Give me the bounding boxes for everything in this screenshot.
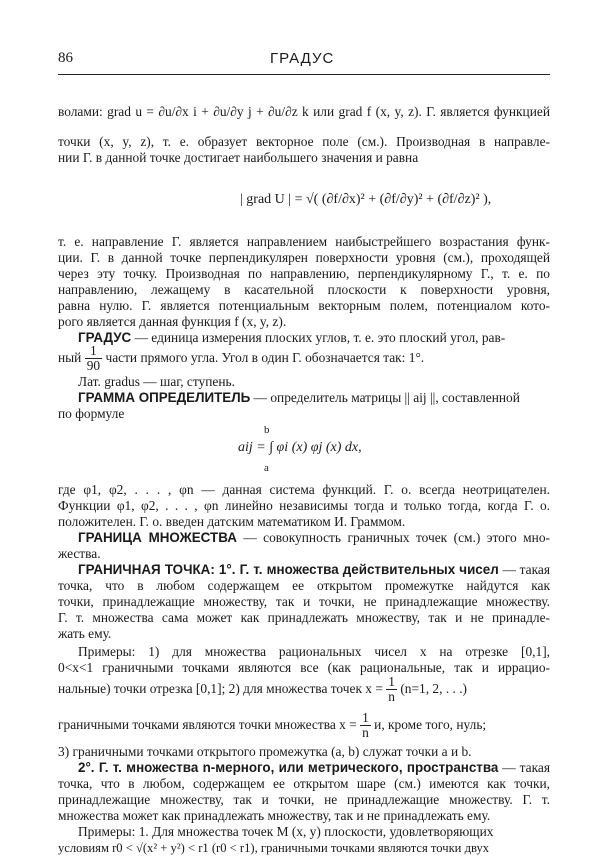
text-line: положителен. Г. о. введен датским математиком И. Граммом. <box>58 514 406 529</box>
gram-formula: aij = ∫ φi (x) φj (x) dx, <box>238 440 362 455</box>
text-line: где φ1, φ2, . . . , φn — данная система функций. Г. о. всегда неотрицателен. <box>58 482 550 497</box>
text-line <box>58 341 550 375</box>
text-line: точка, что в любом содержащем ее открытом промежутке найдутся как <box>58 578 550 593</box>
fraction-denominator: n <box>362 725 369 741</box>
fraction-numerator: 1 <box>85 344 102 359</box>
fraction-numerator: 1 <box>362 710 369 726</box>
text-line: точки, принадлежащие множеству, так и точки, не принадлежащие множеству. <box>58 594 550 609</box>
entry-term: ГРАДУС <box>78 330 132 345</box>
text-line: нии Г. в данной точке достигает наибольшего значения и равна <box>58 150 419 165</box>
entry-boundary-point-2 <box>78 760 550 776</box>
text-span: ный <box>58 350 82 365</box>
text-line: т. е. направление Г. является направлением наибыстрейшего возрастания функ- <box>58 234 550 249</box>
text-line: жать ему. <box>58 626 112 641</box>
text-span: граничными точками являются точки множества x = <box>58 717 357 732</box>
text-span: — совокупность граничных точек (см.) этого мно- <box>236 530 550 545</box>
gradient-magnitude-formula: | grad U | = √( (∂f/∂x)² + (∂f/∂y)² + (∂f/∂z)² ), <box>240 192 492 207</box>
fraction-denominator: n <box>388 689 395 705</box>
fraction-numerator: 1 <box>388 674 395 690</box>
text-span: — определитель матрицы || aij ||, составленной <box>250 390 520 405</box>
text-line: условиям r0 < √(x² + y²) < r1 (r0 < r1), граничными точками являются точки двух <box>58 841 490 855</box>
text-span: части прямого угла. Угол в один Г. обозначается так: 1°. <box>105 350 425 365</box>
text-line: множества может как принадлежать множеству, так и не принадлежать ему. <box>58 808 491 823</box>
text-line <box>58 672 550 706</box>
fraction-denominator: 90 <box>86 358 101 374</box>
text-span: и, кроме того, нуль; <box>374 717 487 732</box>
entry-term: ГРАММА ОПРЕДЕЛИТЕЛЬ <box>78 390 251 405</box>
text-line: ции. Г. в данной точке перпендикулярен поверхности уровня (см.), проходящей <box>58 250 550 265</box>
text-line: Примеры: 1) для множества рациональных чисел x на отрезке [0,1], <box>78 644 550 659</box>
text-span: (n=1, 2, . . .) <box>400 681 468 696</box>
text-line: Лат. gradus — шаг, ступень. <box>78 374 235 389</box>
text-line <box>58 708 550 742</box>
page-number: 86 <box>58 50 73 66</box>
text-line: равна нулю. Г. является потенциальным векторным полем, потенциалом кото- <box>58 298 550 313</box>
text-span: — такая <box>498 760 551 775</box>
text-span: — такая <box>498 562 550 577</box>
entry-boundary-point <box>78 562 550 578</box>
text-line: волами: grad u = ∂u/∂x i + ∂u/∂y j + ∂u/∂z k или grad f (x, y, z). Г. является функцией <box>58 104 550 119</box>
text-line: через эту точку. Производная по направлению, перпендикулярному Г., т. е. по <box>58 266 550 281</box>
text-line: точки (x, y, z), т. е. образует векторное поле (см.). Производная в направле- <box>58 134 550 149</box>
entry-term: ГРАНИЦА МНОЖЕСТВА <box>78 530 237 545</box>
text-line: принадлежащие множеству, так и точки, не принадлежащие множеству. Г. т. <box>58 792 550 807</box>
text-line: 0<x<1 граничными точками являются все (как рациональные, так и иррацио- <box>58 660 550 675</box>
fraction <box>360 711 371 740</box>
integral-upper-limit: b <box>264 424 270 436</box>
entry-term: ГРАНИЧНАЯ ТОЧКА: 1°. Г. т. множества действительных чисел <box>78 562 499 577</box>
header-rule <box>58 74 550 75</box>
text-line: направлению, лежащему в касательной плоскости к поверхности уровня, <box>58 282 550 297</box>
fraction <box>386 675 397 704</box>
fraction <box>85 344 102 373</box>
text-line: жества. <box>58 546 101 561</box>
text-line: точка, что в любом, содержащем ее открытом шаре (см.) имеются как точки, <box>58 776 550 791</box>
text-span: нальные) точки отрезка [0,1]; 2) для множества точек x = <box>58 681 383 696</box>
entry-set-boundary <box>78 530 550 546</box>
text-span: — единица измерения плоских углов, т. е. это плоский угол, рав- <box>131 330 506 345</box>
text-line: по формуле <box>58 406 125 421</box>
integral-lower-limit: a <box>264 462 269 474</box>
text-line: Функции φ1, φ2, . . . , φn линейно независимы тогда и только тогда, когда Г. о. <box>58 498 550 513</box>
entry-term: 2°. Г. т. множества n-мерного, или метрического, пространства <box>78 760 499 775</box>
text-line: рого является данная функция f (x, y, z). <box>58 314 287 329</box>
text-line: Г. т. множества сама может как принадлежать множеству, так и не принадле- <box>58 610 550 625</box>
text-line: 3) граничными точками открытого промежутка (a, b) служат точки a и b. <box>58 744 472 759</box>
running-title: ГРАДУС <box>270 50 335 67</box>
text-line: Примеры: 1. Для множества точек M (x, y) плоскости, удовлетворяющих <box>78 824 494 839</box>
entry-gram-determinant <box>78 390 550 406</box>
